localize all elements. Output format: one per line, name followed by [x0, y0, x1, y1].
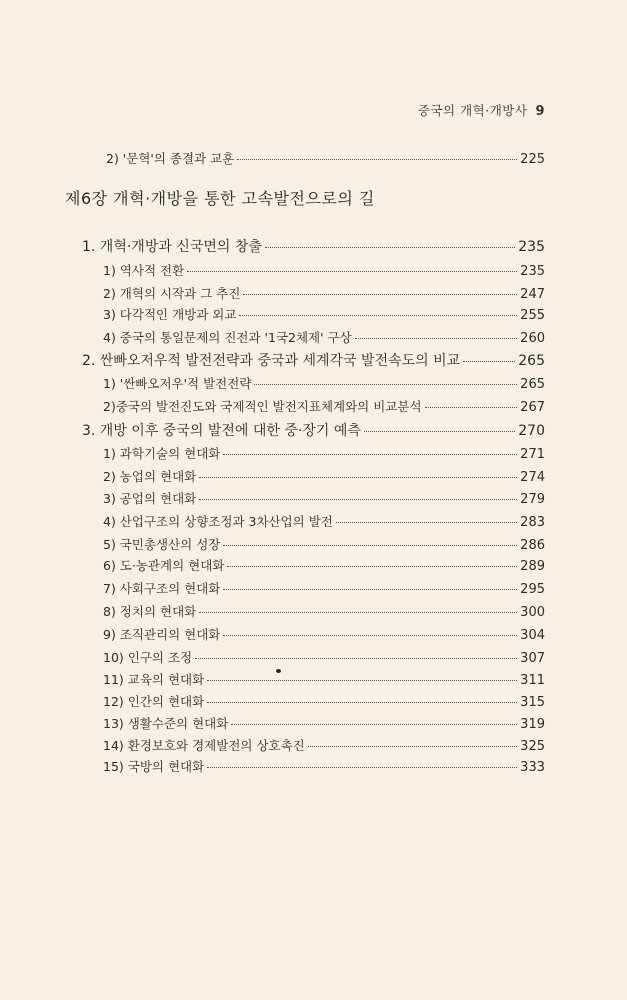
toc-entry[interactable]	[103, 467, 545, 485]
toc-entry[interactable]	[103, 602, 545, 620]
toc-entry[interactable]	[103, 714, 545, 732]
dot-leader	[463, 361, 515, 362]
toc-entry-page: 315	[520, 695, 545, 710]
toc-entry-page: 311	[520, 673, 545, 688]
dot-leader	[223, 454, 517, 455]
toc-entry-page: 325	[520, 739, 545, 754]
toc-section-page: 235	[518, 239, 545, 255]
dot-leader	[199, 477, 517, 478]
dot-leader	[227, 566, 517, 567]
toc-entry[interactable]	[106, 149, 545, 167]
toc-entry[interactable]	[103, 328, 545, 346]
toc-entry[interactable]	[103, 489, 545, 507]
toc-entry-title: 8) 정치의 현대화	[103, 604, 197, 619]
toc-entry-title: 4) 중국의 통일문제의 진전과 '1국2체제' 구상	[103, 330, 352, 345]
toc-entry[interactable]	[103, 556, 545, 574]
toc-entry-page: 247	[520, 287, 545, 302]
dot-leader	[254, 384, 517, 385]
toc-entry[interactable]	[103, 625, 545, 643]
toc-entry-title: 2) 농업의 현대화	[103, 469, 197, 484]
dot-leader	[199, 612, 517, 613]
toc-entry-page: 304	[520, 628, 545, 643]
dot-leader	[231, 724, 517, 725]
toc-entry-page: 260	[520, 331, 545, 346]
toc-entry[interactable]	[103, 535, 545, 553]
toc-section-title: 1. 개혁·개방과 신국면의 창출	[82, 239, 262, 255]
toc-entry-title: 2)중국의 발전진도와 국제적인 발전지표체계와의 비교분석	[103, 399, 422, 414]
toc-entry-page: 267	[520, 400, 545, 415]
toc-section-page: 265	[518, 353, 545, 369]
toc-entry-title: 2) '문혁'의 종결과 교훈	[106, 151, 235, 166]
toc-entry-title: 13) 생활수준의 현대화	[103, 716, 229, 731]
toc-entry[interactable]	[103, 397, 545, 415]
toc-entry-title: 7) 사회구조의 현대화	[103, 581, 221, 596]
dot-leader	[265, 247, 515, 248]
toc-entry[interactable]	[103, 444, 545, 462]
toc-entry-title: 3) 다각적인 개방과 외교	[103, 307, 237, 322]
toc-section[interactable]	[82, 350, 545, 370]
toc-entry-title: 14) 환경보호와 경제발전의 상호촉진	[103, 738, 305, 753]
toc-entry-title: 3) 공업의 현대화	[103, 491, 197, 506]
dot-leader	[364, 431, 515, 432]
toc-entry-title: 4) 산업구조의 상향조정과 3차산업의 발전	[103, 514, 333, 529]
dot-leader	[195, 658, 517, 659]
chapter-title: 제6장 개혁·개방을 통한 고속발전으로의 길	[65, 189, 375, 208]
toc-section-title: 3. 개방 이후 중국의 발전에 대한 중·장기 예측	[82, 423, 361, 439]
dot-leader	[308, 746, 517, 747]
dot-leader	[243, 294, 517, 295]
toc-entry-page: 255	[520, 308, 545, 323]
toc-entry[interactable]	[103, 284, 545, 302]
toc-entry-page: 265	[520, 377, 545, 392]
toc-entry-page: 271	[520, 447, 545, 462]
toc-entry-page: 235	[520, 264, 545, 279]
toc-entry-page: 225	[520, 152, 545, 167]
toc-entry[interactable]	[103, 579, 545, 597]
dot-leader	[237, 159, 517, 160]
dot-leader	[239, 315, 517, 316]
print-speck	[276, 669, 281, 673]
toc-entry-page: 319	[520, 717, 545, 732]
dot-leader	[223, 635, 517, 636]
toc-entry[interactable]	[103, 512, 545, 530]
dot-leader	[207, 767, 517, 768]
toc-entry-title: 12) 인간의 현대화	[103, 694, 205, 709]
toc-entry-title: 11) 교육의 현대화	[103, 672, 205, 687]
toc-entry[interactable]	[103, 648, 545, 666]
toc-entry-title: 9) 조직관리의 현대화	[103, 627, 221, 642]
dot-leader	[425, 407, 518, 408]
toc-entry-page: 279	[520, 492, 545, 507]
toc-entry-title: 6) 도·농관계의 현대화	[103, 558, 225, 573]
dot-leader	[199, 499, 517, 500]
toc-entry-title: 2) 개혁의 시작과 그 추진	[103, 286, 241, 301]
toc-entry-title: 10) 인구의 조정	[103, 650, 193, 665]
toc-entry-page: 333	[520, 760, 545, 775]
toc-section[interactable]	[82, 236, 545, 256]
toc-section-title: 2. 싼빠오저우적 발전전략과 중국과 세계각국 발전속도의 비교	[82, 353, 461, 369]
toc-entry-title: 1) 역사적 전환	[103, 263, 185, 278]
toc-entry[interactable]	[103, 736, 545, 754]
dot-leader	[223, 589, 517, 590]
dot-leader	[355, 338, 517, 339]
page-number: 9	[535, 104, 545, 119]
toc-entry[interactable]	[103, 261, 545, 279]
toc-entry-page: 274	[520, 470, 545, 485]
toc-entry[interactable]	[103, 670, 545, 688]
toc-entry-title: 1) '싼빠오저우'적 발전전략	[103, 376, 252, 391]
toc-entry-title: 15) 국방의 현대화	[103, 759, 205, 774]
running-header-title: 중국의 개혁·개방사	[417, 103, 528, 118]
dot-leader	[336, 522, 517, 523]
toc-entry-title: 1) 과학기술의 현대화	[103, 446, 221, 461]
toc-entry-page: 300	[520, 605, 545, 620]
toc-section-page: 270	[518, 423, 545, 439]
running-header	[418, 101, 545, 119]
toc-entry-page: 289	[520, 559, 545, 574]
dot-leader	[223, 545, 517, 546]
toc-entry[interactable]	[103, 692, 545, 710]
toc-entry-page: 307	[520, 651, 545, 666]
toc-entry-page: 283	[520, 515, 545, 530]
dot-leader	[207, 702, 517, 703]
toc-section[interactable]	[82, 420, 545, 440]
toc-entry[interactable]	[103, 757, 545, 775]
toc-entry[interactable]	[103, 305, 545, 323]
toc-entry[interactable]	[103, 374, 545, 392]
toc-entry-page: 286	[520, 538, 545, 553]
dot-leader	[187, 271, 517, 272]
toc-entry-page: 295	[520, 582, 545, 597]
toc-entry-title: 5) 국민총생산의 성장	[103, 537, 221, 552]
dot-leader	[207, 680, 517, 681]
